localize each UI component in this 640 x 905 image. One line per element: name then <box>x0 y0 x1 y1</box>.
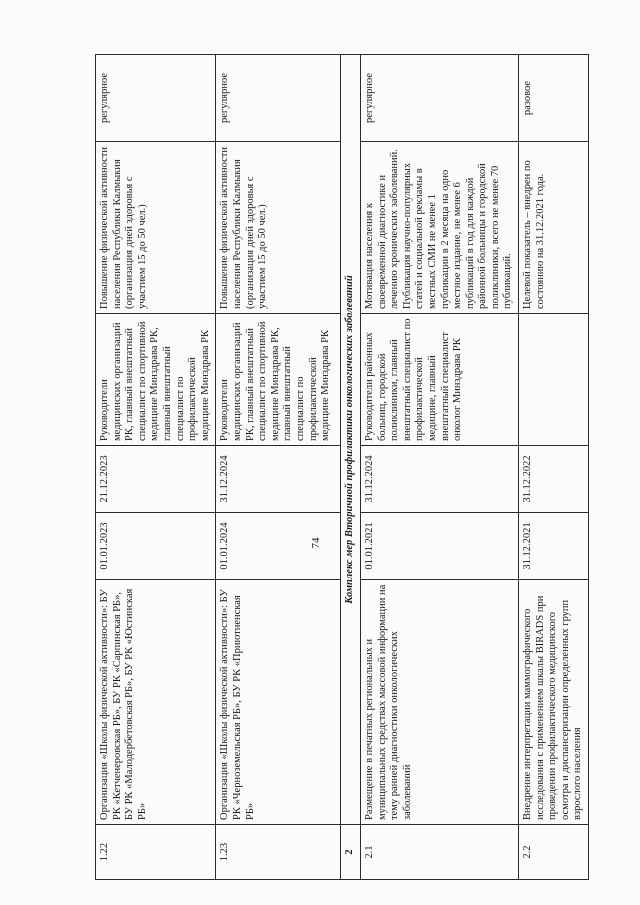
result-cell: Повышение физической активности населения Республики Калмыкия (организация дней здоровья с участием 15 до 50 чел.) <box>216 142 341 314</box>
section-row <box>341 55 361 880</box>
row-number: 1.23 <box>216 825 341 880</box>
start-date-cell: 01.01.2021 <box>360 513 518 580</box>
end-date-cell: 21.12.2023 <box>96 446 216 513</box>
event-cell: Внедрение интерпретации маммографического исследования с применением шкалы BIRADS при проведении профилактического медицинского осмотра и диспансеризации определенных групп взрослого населения <box>519 580 589 825</box>
row-number: 1.22 <box>96 825 216 880</box>
end-date-cell: 31.12.2022 <box>519 446 589 513</box>
type-cell: регулярное <box>216 55 341 142</box>
type-cell: разовое <box>519 55 589 142</box>
action-plan-table <box>95 54 589 880</box>
type-cell: регулярное <box>96 55 216 142</box>
start-date-cell: 31.12.2021 <box>519 513 589 580</box>
result-cell: Повышение физической активности населения Республики Калмыкия (организация дней здоровья с участием 15 до 50 чел.) <box>96 142 216 314</box>
type-cell: регулярное <box>360 55 518 142</box>
event-cell: Размещение в печатных региональных и муниципальных средствах массовой информации на тему ранней диагностики онкологических заболеваний <box>360 580 518 825</box>
responsible-cell: Руководители районных больниц, городской поликлиники, главный внештатный специалист по профилактической медицине, главный внештатный специалист онколог Минздрава РК <box>360 314 518 446</box>
section-number: 2 <box>341 825 361 880</box>
table-row <box>216 55 341 880</box>
section-title: Комплекс мер Вторичной профилактики онкологических заболеваний <box>341 55 361 825</box>
end-date-cell: 31.12.2024 <box>360 446 518 513</box>
end-date-cell: 31.12.2024 <box>216 446 341 513</box>
row-number: 2.1 <box>360 825 518 880</box>
start-date-cell: 01.01.2024 <box>216 513 341 580</box>
event-cell: Организация «Школы физической активности»: БУ РК «Кетченеровская РБ», БУ РК «Сарпинская РБ», БУ РК «Малодербетовская РБ», БУ РК «Юстинская РБ» <box>96 580 216 825</box>
table-row <box>96 55 216 880</box>
responsible-cell <box>519 314 589 446</box>
result-cell: Целевой показатель – внедрен по состоянию на 31.12.2021 года. <box>519 142 589 314</box>
event-cell: Организация «Школы физической активности»: БУ РК «Черноземельская РБ», БУ РК «Приютненская РБ» <box>216 580 341 825</box>
row-number: 2.2 <box>519 825 589 880</box>
table-row <box>360 55 518 880</box>
rotated-table-container <box>95 55 584 880</box>
responsible-cell: Руководители медицинских организаций РК, главный внештатный специалист по спортивной медицине Минздрава РК, главный внештатный специалист по профилактической медицине Минздрава РК <box>216 314 341 446</box>
table-row <box>519 55 589 880</box>
result-cell: Мотивация населения к своевременной диагностике и лечению хронических заболеваний. Публикация научно-популярных статей и социальной рекламы в местных СМИ не менее 1 публикации в 2 месяца на одно местное издание, не менее 6 публикаций в год для каждой районной больницы и городской поликлиники, всего не менее 70 публикаций. <box>360 142 518 314</box>
start-date-cell: 01.01.2023 <box>96 513 216 580</box>
page-number: 74 <box>310 537 322 549</box>
responsible-cell: Руководители медицинских организаций РК, главный внештатный специалист по спортивной медицине Минздрава РК, главный внештатный специалист по профилактической медицине Минздрава РК <box>96 314 216 446</box>
